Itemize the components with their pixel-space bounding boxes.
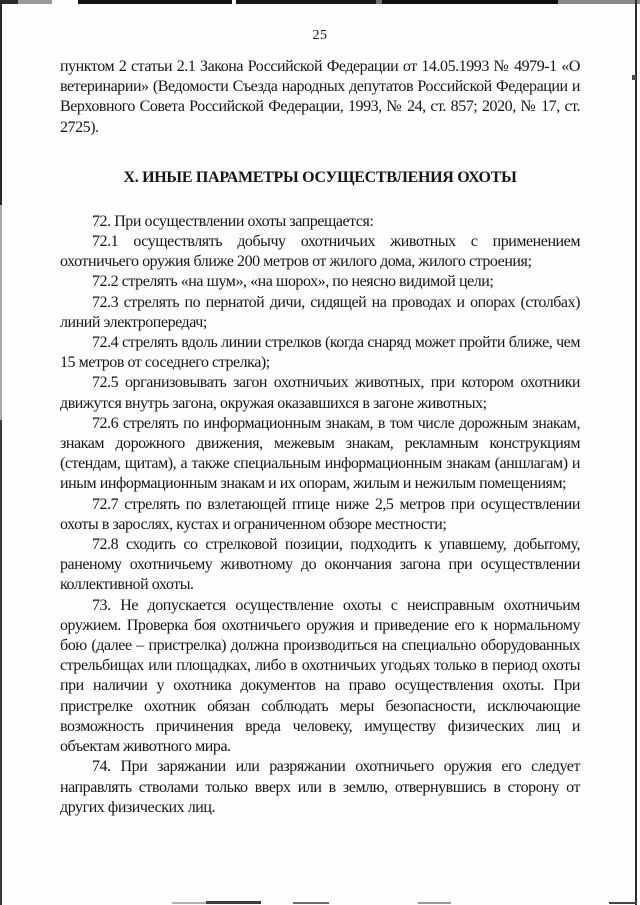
- intro-paragraph: пунктом 2 статьи 2.1 Закона Российской Федерации от 14.05.1993 № 4979-1 «О ветеринарии» (Ведомости Съезда народных депутатов Российской Федерации и Верховного Совета Российской Федерации, 1993, № 24, ст. 857; 2020, № 17, ст. 2725).: [60, 58, 580, 136]
- legal-paragraph-72-1: 72.1 осуществлять добычу охотничьих животных с применением охотничьего оружия ближе 200 метров от жилого дома, жилого строения;: [60, 233, 580, 271]
- page-content: [60, 28, 580, 818]
- legal-paragraph-72-6: 72.6 стрелять по информационным знакам, в том числе дорожным знакам, знакам дорожного движения, межевым знакам, рекламным конструкциям (стендам, щитам), а также специальным информационным знакам (аншлагам) и иным информационным знакам и их опорам, жилым и нежилым помещениям;: [60, 414, 580, 493]
- section-heading: X. ИНЫЕ ПАРАМЕТРЫ ОСУЩЕСТВЛЕНИЯ ОХОТЫ: [123, 168, 517, 186]
- legal-paragraph-72-5: 72.5 организовывать загон охотничьих животных, при котором охотники движутся внутрь загона, окружая оказавшихся в загоне животных;: [60, 374, 580, 412]
- scan-edge-bottom-segment: [293, 902, 329, 904]
- legal-paragraph-74: 74. При заряжании или разряжании охотничьего оружия его следует направлять стволами только вверх или в землю, отвернувшись в сторону от других физических лиц.: [60, 758, 580, 816]
- legal-paragraph-72-3: 72.3 стрелять по пернатой дичи, сидящей на проводах и опорах (столбах) линий электропередач;: [60, 293, 580, 331]
- scan-edge-bottom-segment: [609, 902, 637, 904]
- legal-paragraph-72-2: 72.2 стрелять «на шум», «на шорох», по неясно видимой цели;: [92, 273, 494, 291]
- scan-edge-bottom-segment: [206, 901, 261, 904]
- scan-edge-bottom-segment: [418, 902, 451, 904]
- legal-paragraph-72-4: 72.4 стрелять вдоль линии стрелков (когда снаряд может пройти ближе, чем 15 метров от соседнего стрелка);: [60, 334, 580, 372]
- scan-edge-bottom-segment: [172, 902, 206, 904]
- scan-edge-top: [0, 0, 640, 4]
- page-number: 25: [312, 28, 328, 43]
- legal-paragraph-73: 73. Не допускается осуществление охоты с неисправным охотничьим оружием. Проверка боя охотничьего оружия и приведение его к нормальному бою (далее – пристрелка) должна производиться на специально оборудованных стрельбищах или площадках, либо в охотничьих угодьях только в период охоты при наличии у охотника документов на право осуществления охоты. При пристрелке охотник обязан соблюдать меры безопасности, исключающие возможность причинения вреда человеку, имуществу физических лиц и объектам животного мира.: [60, 596, 580, 756]
- legal-paragraph-72: 72. При осуществлении охоты запрещается:: [92, 212, 374, 230]
- legal-paragraph-72-8: 72.8 сходить со стрелковой позиции, подходить к упавшему, добытому, раненому охотничьему животному до окончания загона при осуществлении коллективной охоты.: [60, 536, 580, 594]
- scan-edge-left: [0, 0, 2, 905]
- scan-edge-right: [635, 0, 637, 905]
- legal-paragraph-72-7: 72.7 стрелять по взлетающей птице ниже 2,5 метров при осуществлении охоты в зарослях, кустах и ограниченном обзоре местности;: [60, 495, 580, 533]
- scan-speck: [632, 75, 636, 80]
